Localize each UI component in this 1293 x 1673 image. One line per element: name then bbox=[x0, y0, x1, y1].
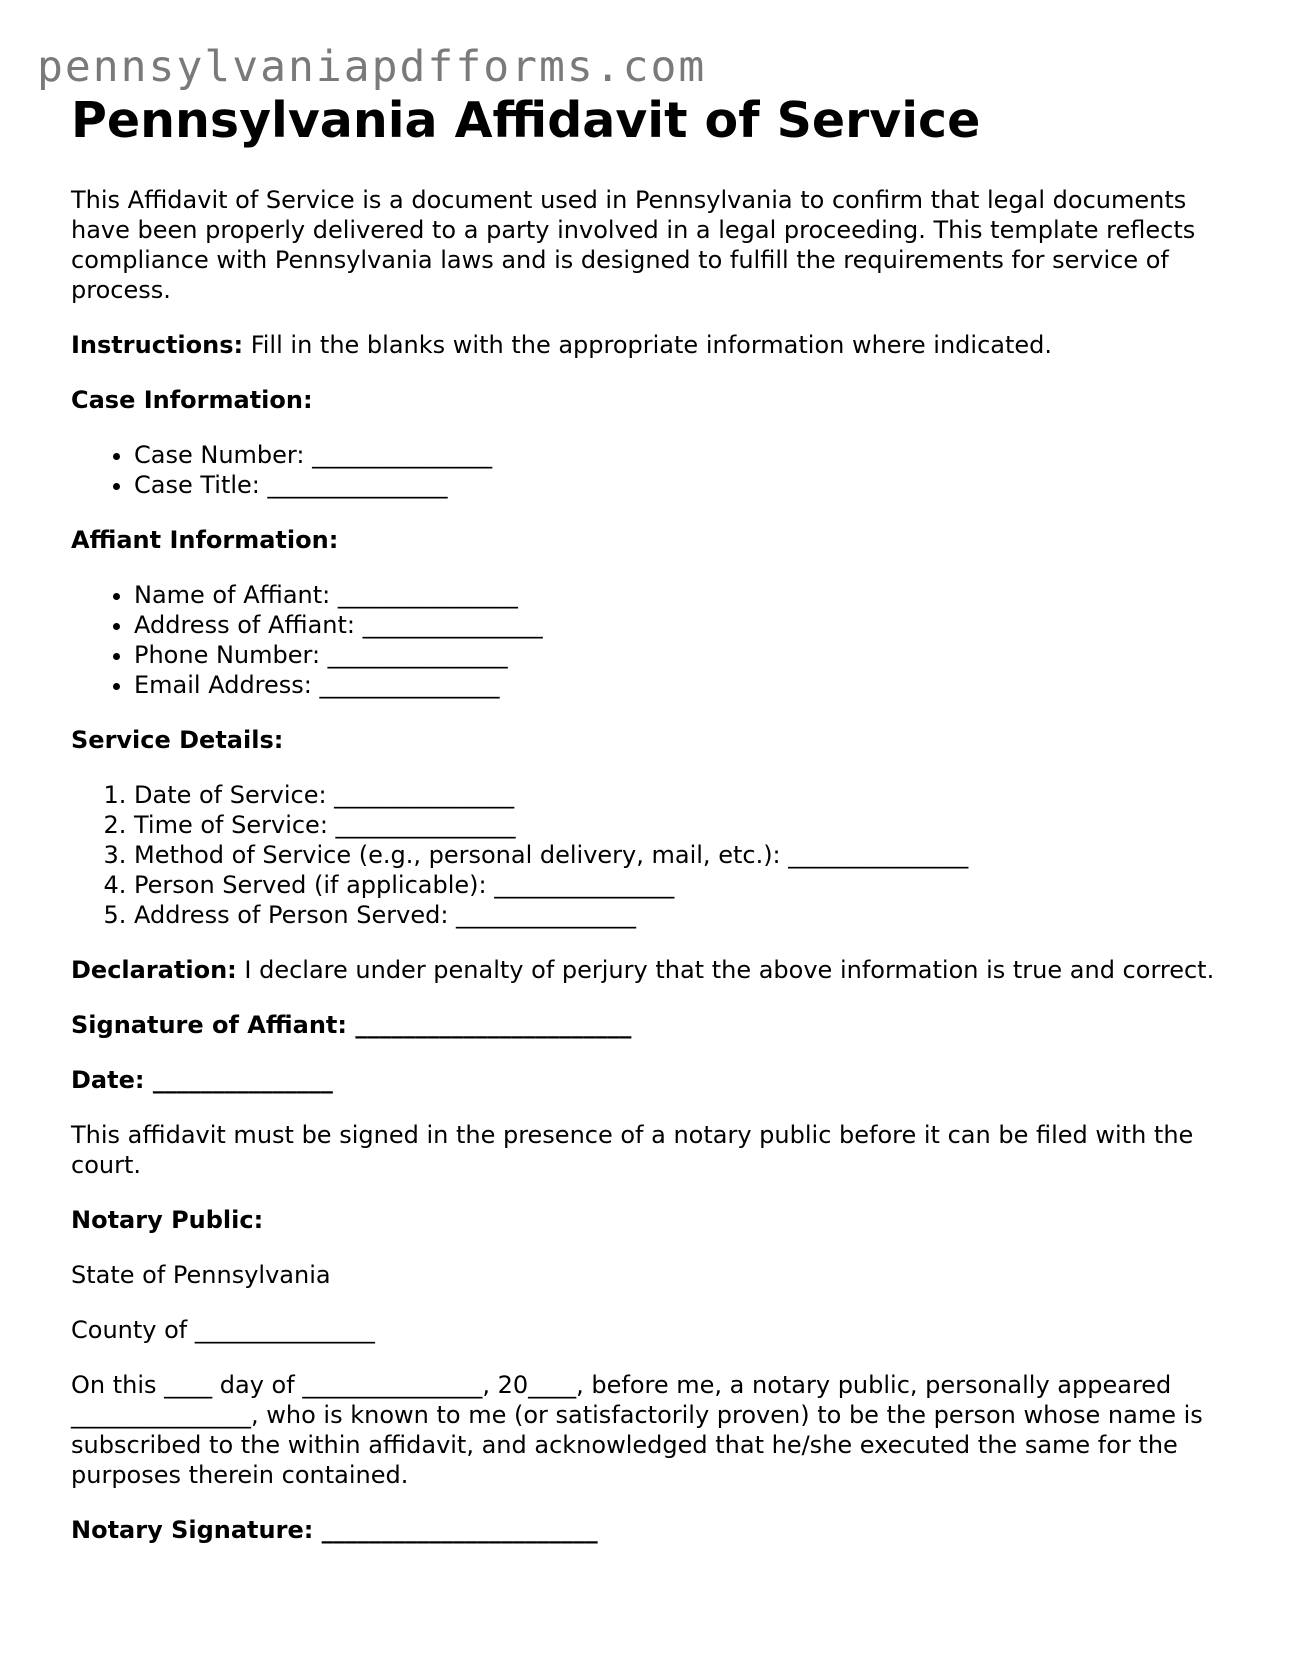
affidavit-document bbox=[71, 88, 1221, 1545]
affiant-signature-line: Signature of Affiant: _______________________ bbox=[71, 1011, 632, 1039]
date-line: Date: _______________ bbox=[71, 1066, 333, 1094]
affiant-address-field: • Address of Affiant: _______________ bbox=[134, 610, 1221, 640]
intro-paragraph: This Affidavit of Service is a document used in Pennsylvania to confirm that legal documents have been properly delivered to a party involved in a legal proceeding. This template reflects compliance with Pennsylvania laws and is designed to fulfill the requirements for service of process. bbox=[71, 186, 1196, 304]
case-number-field: • Case Number: _______________ bbox=[134, 440, 1221, 470]
affiant-info-heading: Affiant Information: bbox=[71, 526, 339, 554]
notary-state: State of Pennsylvania bbox=[71, 1261, 331, 1289]
instructions-label: Instructions: bbox=[71, 331, 244, 359]
service-date-field: 1. Date of Service: _______________ bbox=[134, 780, 1221, 810]
person-served-field: 4. Person Served (if applicable): _______________ bbox=[134, 870, 1221, 900]
service-details-heading: Service Details: bbox=[71, 726, 284, 754]
affiant-email-field: • Email Address: _______________ bbox=[134, 670, 1221, 700]
declaration-paragraph bbox=[71, 955, 1221, 985]
case-title-field: • Case Title: _______________ bbox=[134, 470, 1221, 500]
instructions-paragraph bbox=[71, 330, 1221, 360]
case-info-heading: Case Information: bbox=[71, 386, 313, 414]
site-watermark: pennsylvaniapdfforms.com bbox=[37, 42, 707, 92]
case-info-list bbox=[71, 440, 1221, 500]
notary-signature-line: Notary Signature: _______________________ bbox=[71, 1516, 598, 1544]
service-details-list bbox=[71, 780, 1221, 930]
service-time-field: 2. Time of Service: _______________ bbox=[134, 810, 1221, 840]
document-title: Pennsylvania Affidavit of Service bbox=[71, 92, 981, 149]
affiant-name-field: • Name of Affiant: _______________ bbox=[134, 580, 1221, 610]
instructions-text: Fill in the blanks with the appropriate information where indicated. bbox=[243, 331, 1053, 359]
affiant-phone-field: • Phone Number: _______________ bbox=[134, 640, 1221, 670]
notary-county: County of _______________ bbox=[71, 1316, 375, 1344]
service-method-field: 3. Method of Service (e.g., personal delivery, mail, etc.): _______________ bbox=[134, 840, 1221, 870]
declaration-label: Declaration: bbox=[71, 956, 237, 984]
notary-statement: On this ____ day of _______________, 20____, before me, a notary public, personally appeared _______________, who is known to me (or satisfactorily proven) to be the person whose name is subscribed to the within affidavit, and acknowledged that he/she executed the same for the purposes therein contained. bbox=[71, 1371, 1203, 1489]
notary-heading: Notary Public: bbox=[71, 1206, 264, 1234]
person-served-address-field: 5. Address of Person Served: _______________ bbox=[134, 900, 1221, 930]
affiant-info-list bbox=[71, 580, 1221, 700]
notary-note: This affidavit must be signed in the presence of a notary public before it can be filed with the court. bbox=[71, 1121, 1194, 1179]
declaration-text: I declare under penalty of perjury that the above information is true and correct. bbox=[236, 956, 1215, 984]
